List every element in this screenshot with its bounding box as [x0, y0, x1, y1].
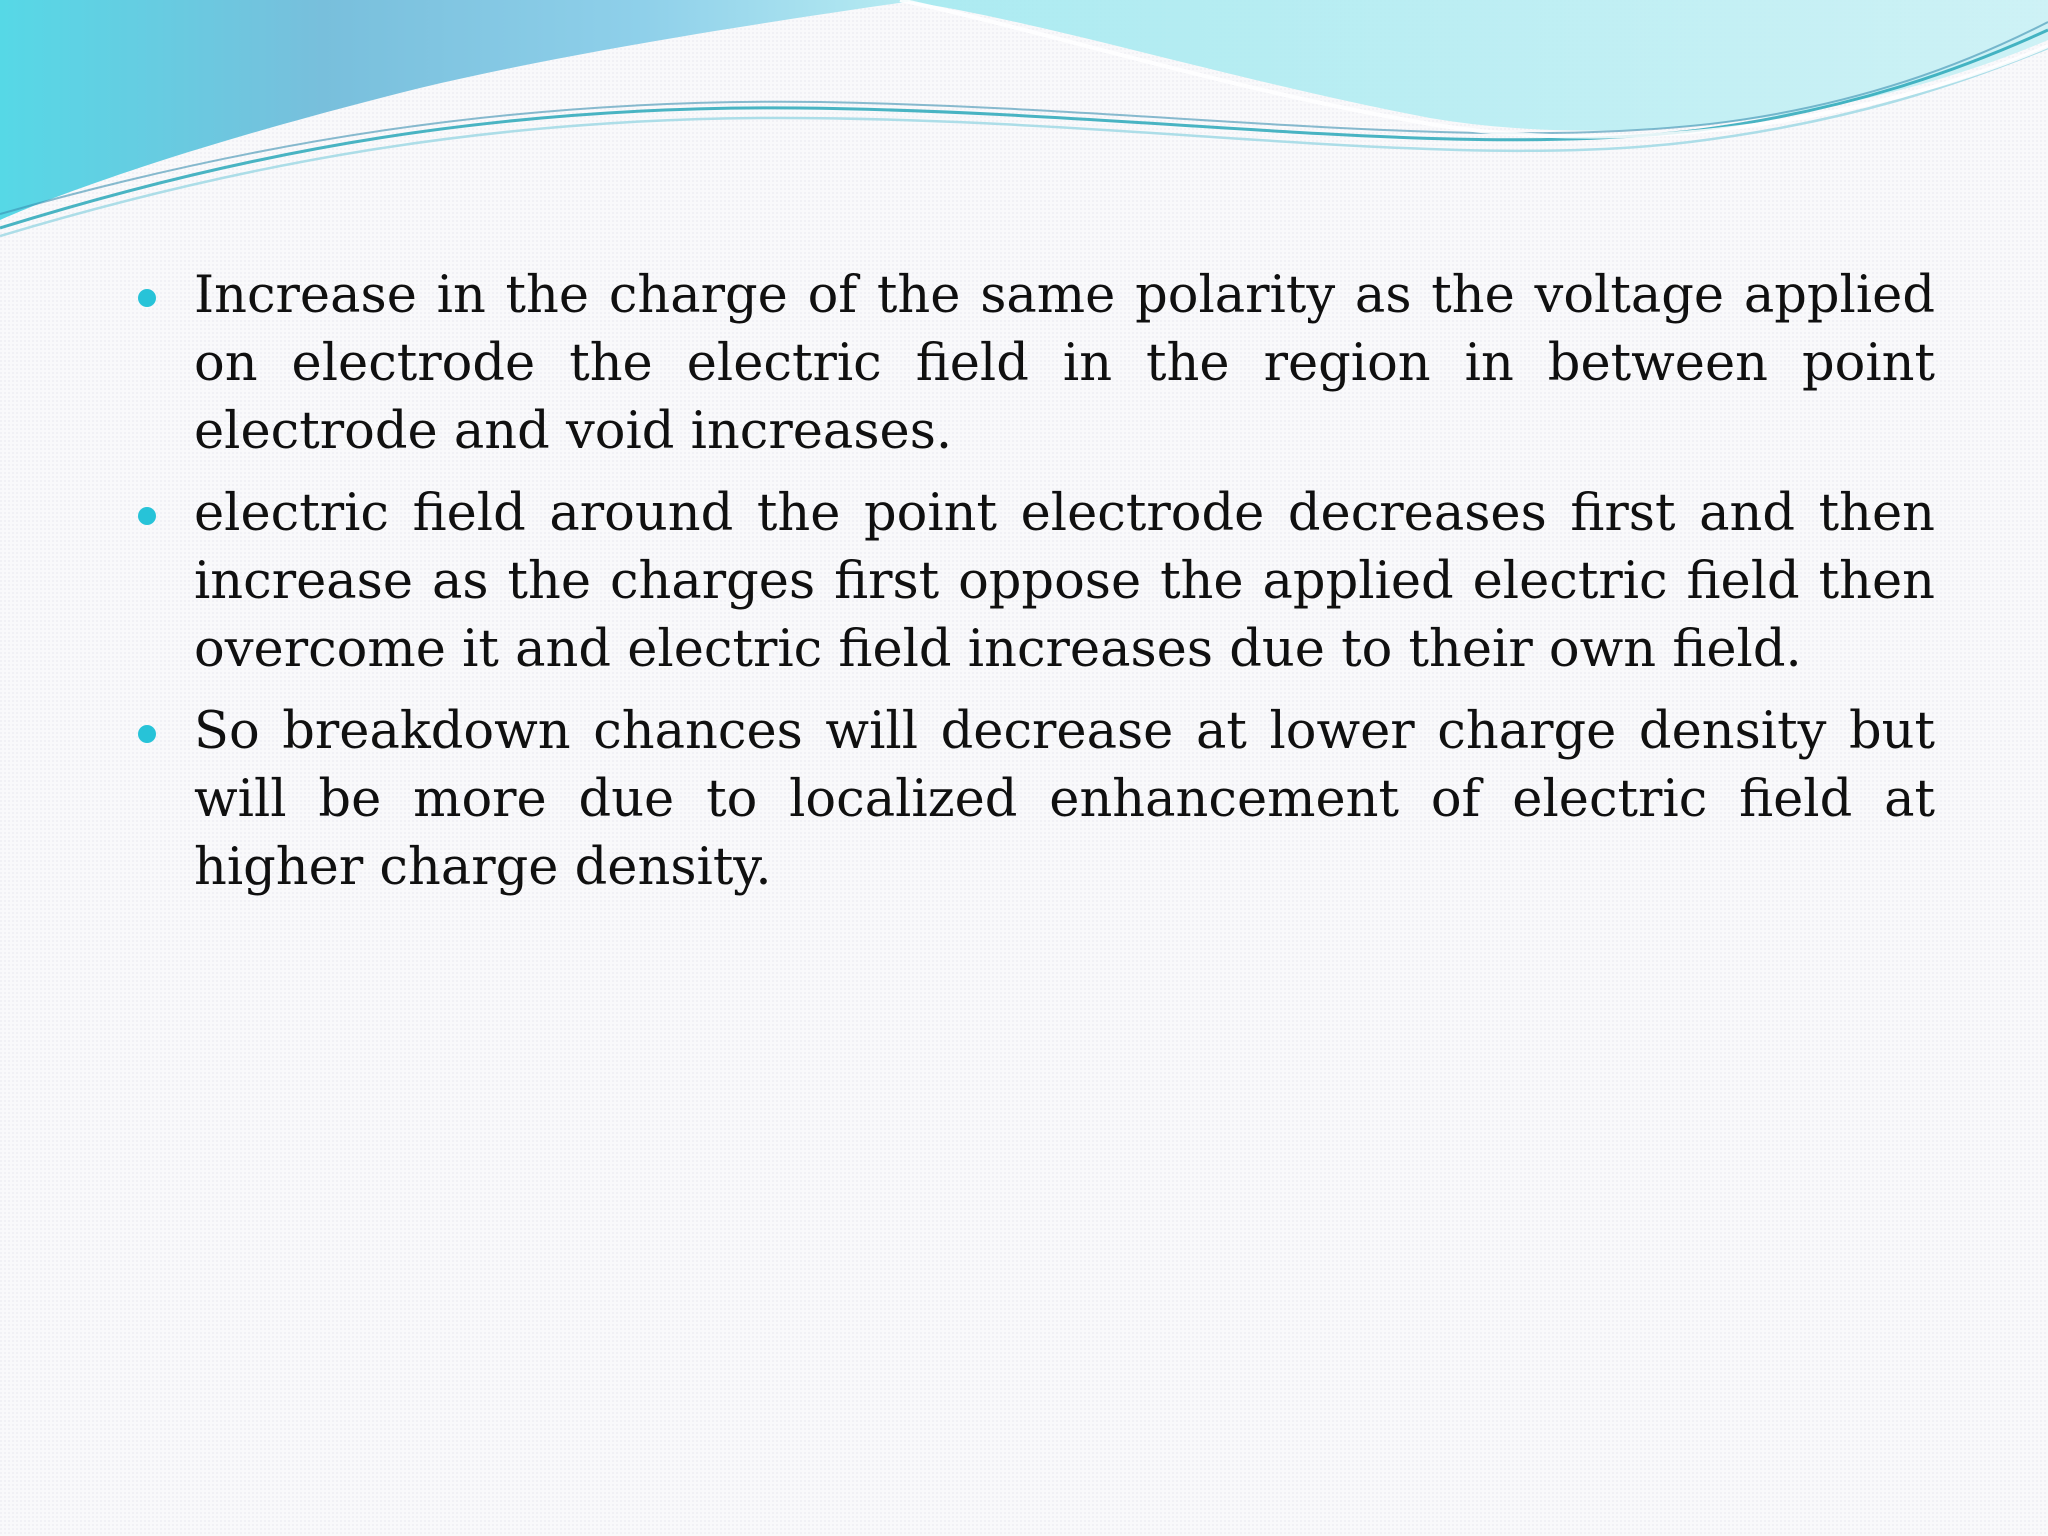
bullet-item [130, 480, 1935, 684]
bullet-text: Increase in the charge of the same polarity as the voltage applied on electrode the electric field in the region in between point electrode and void increases. [194, 266, 1935, 461]
bullet-dot-icon [138, 289, 156, 307]
bullet-list [130, 262, 1935, 902]
bullet-item [130, 698, 1935, 902]
bullet-item [130, 262, 1935, 466]
bullet-dot-icon [138, 725, 156, 743]
bullet-dot-icon [138, 507, 156, 525]
header-wave-decoration [0, 0, 2048, 240]
bullet-text: electric field around the point electrode decreases first and then increase as the charges first oppose the applied electric field then overcome it and electric field increases due to their own field. [194, 484, 1935, 679]
slide-content [130, 262, 1935, 916]
bullet-text: So breakdown chances will decrease at lower charge density but will be more due to localized enhancement of electric field at higher charge density. [194, 702, 1935, 897]
